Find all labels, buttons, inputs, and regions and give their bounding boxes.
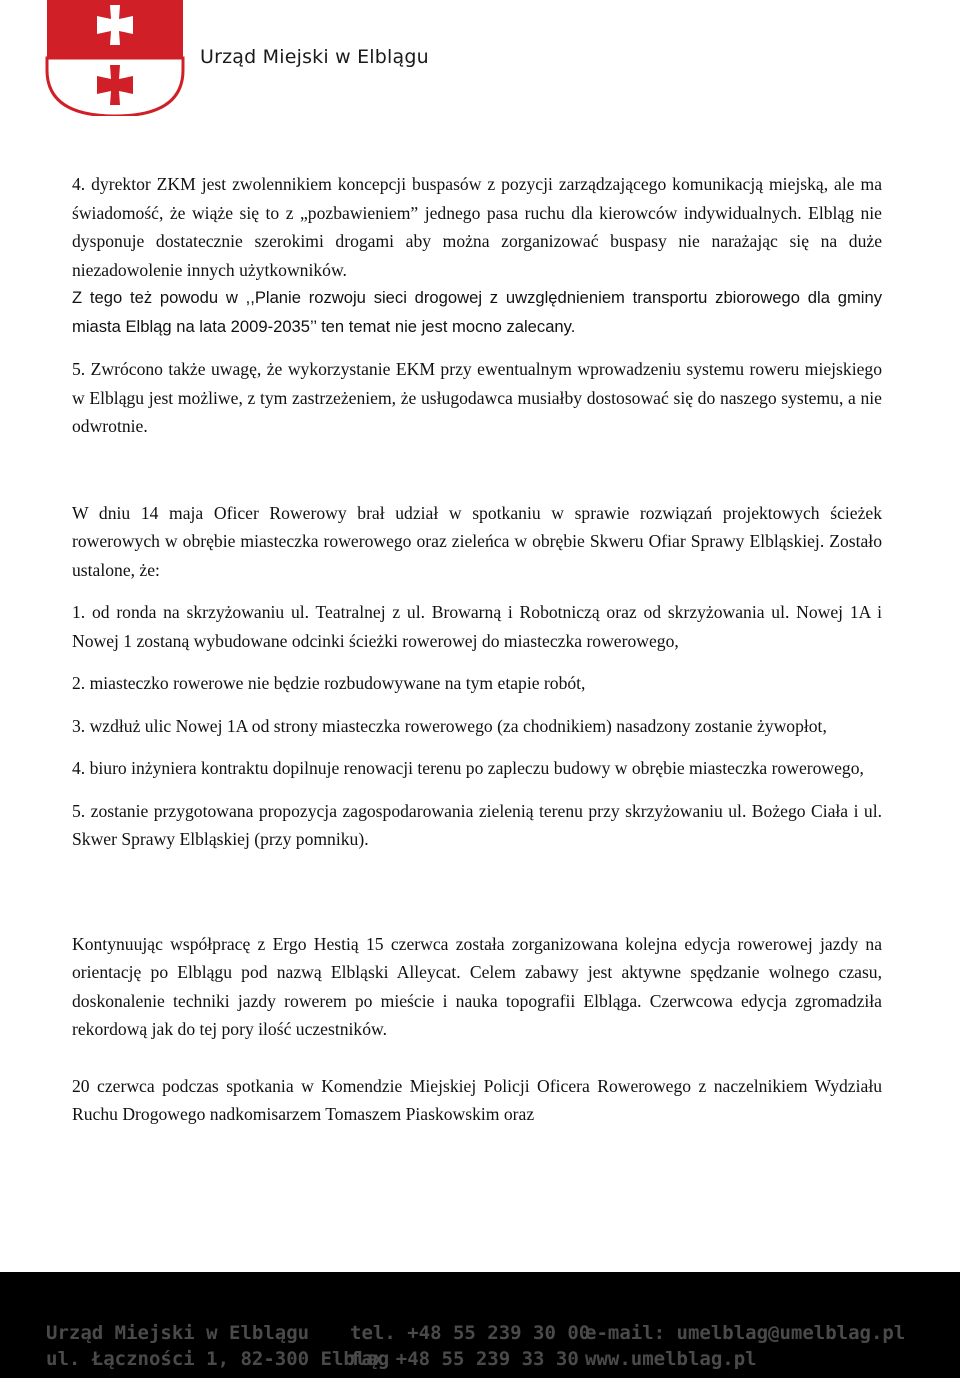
page-footer (0, 1272, 960, 1378)
elblag-coat-of-arms-icon (45, 0, 185, 116)
footer-address: ul. Łączności 1, 82-300 Elbląg (46, 1348, 390, 1370)
footer-fax: fax +48 55 239 33 30 (350, 1348, 579, 1370)
footer-tel: tel. +48 55 239 30 00 (350, 1322, 591, 1344)
page-header (0, 0, 960, 120)
paragraph-meeting: W dniu 14 maja Oficer Rowerowy brał udział w spotkaniu w sprawie rozwiązań projektowych ścieżek rowerowych w obrębie miasteczka rowerowego oraz zieleńca w obrębie Skweru Ofiar Sprawy Elbląskiej. Zostało ustalone, że: (72, 502, 882, 580)
list-item-2: 2. miasteczko rowerowe nie będzie rozbudowywane na tym etapie robót, (72, 673, 586, 693)
document-body (72, 170, 882, 1129)
paragraph-point-4: 4. dyrektor ZKM jest zwolennikiem koncepcji buspasów z pozycji zarządzającego komunikacją miejską, ale ma świadomość, że wiąże się to z „pozbawieniem” jednego pasa ruchu dla kierowców indywidualnych. Elbląg nie dysponuje dostatecznie szerokimi drogami aby można zorganizować buspasy nie narażając się na duże niezadowolenie innych użytkowników. (72, 174, 882, 280)
list-item-5: 5. zostanie przygotowana propozycja zagospodarowania zielenią terenu przy skrzyżowaniu ul. Bożego Ciała i ul. Skwer Sprawy Elbląskiej (przy pomniku). (72, 800, 882, 849)
list-item-3: 3. wzdłuż ulic Nowej 1A od strony miasteczka rowerowego (za chodnikiem) nasadzony zostanie żywopłot, (72, 715, 827, 736)
paragraph-plan-note: Z tego też powodu w ,,Planie rozwoju sieci drogowej z uwzględnieniem transportu zbiorowego dla gminy miasta Elbląg na lata 2009-2035’’ ten temat nie jest mocno zalecany. (72, 288, 882, 336)
paragraph-point-5: 5. Zwrócono także uwagę, że wykorzystanie EKM przy ewentualnym wprowadzeniu systemu roweru miejskiego w Elblągu jest możliwe, z tym zastrzeżeniem, że usługodawca musiałby dostosować się do naszego systemu, a nie odwrotnie. (72, 359, 882, 436)
header-title: Urząd Miejski w Elblągu (200, 46, 429, 68)
footer-email: e-mail: umelblag@umelblag.pl (585, 1322, 906, 1344)
list-item-4: 4. biuro inżyniera kontraktu dopilnuje renowacji terenu po zapleczu budowy w obrębie miasteczka rowerowego, (72, 758, 864, 778)
paragraph-alleycat: Kontynuując współpracę z Ergo Hestią 15 czerwca została zorganizowana kolejna edycja rowerowej jazdy na orientację po Elblągu pod nazwą Elbląski Alleycat. Celem zabawy jest aktywne spędzanie wolnego czasu, doskonalenie techniki jazdy rowerem po mieście i nauka topografii Elbląga. Czerwcowa edycja zgromadziła rekordową jak do tej pory ilość uczestników. (72, 933, 882, 1039)
list-item-1: 1. od ronda na skrzyżowaniu ul. Teatralnej z ul. Browarną i Robotniczą oraz od skrzyżowania ul. Nowej 1A i Nowej 1 zostaną wybudowane odcinki ścieżki rowerowej do miasteczka rowerowego, (72, 602, 882, 651)
footer-name: Urząd Miejski w Elblągu (46, 1322, 310, 1344)
footer-www: www.umelblag.pl (585, 1348, 757, 1370)
paragraph-police-meeting: 20 czerwca podczas spotkania w Komendzie Miejskiej Policji Oficera Rowerowego z naczelnikiem Wydziału Ruchu Drogowego nadkomisarzem Tomaszem Piaskowskim oraz (72, 1075, 882, 1124)
